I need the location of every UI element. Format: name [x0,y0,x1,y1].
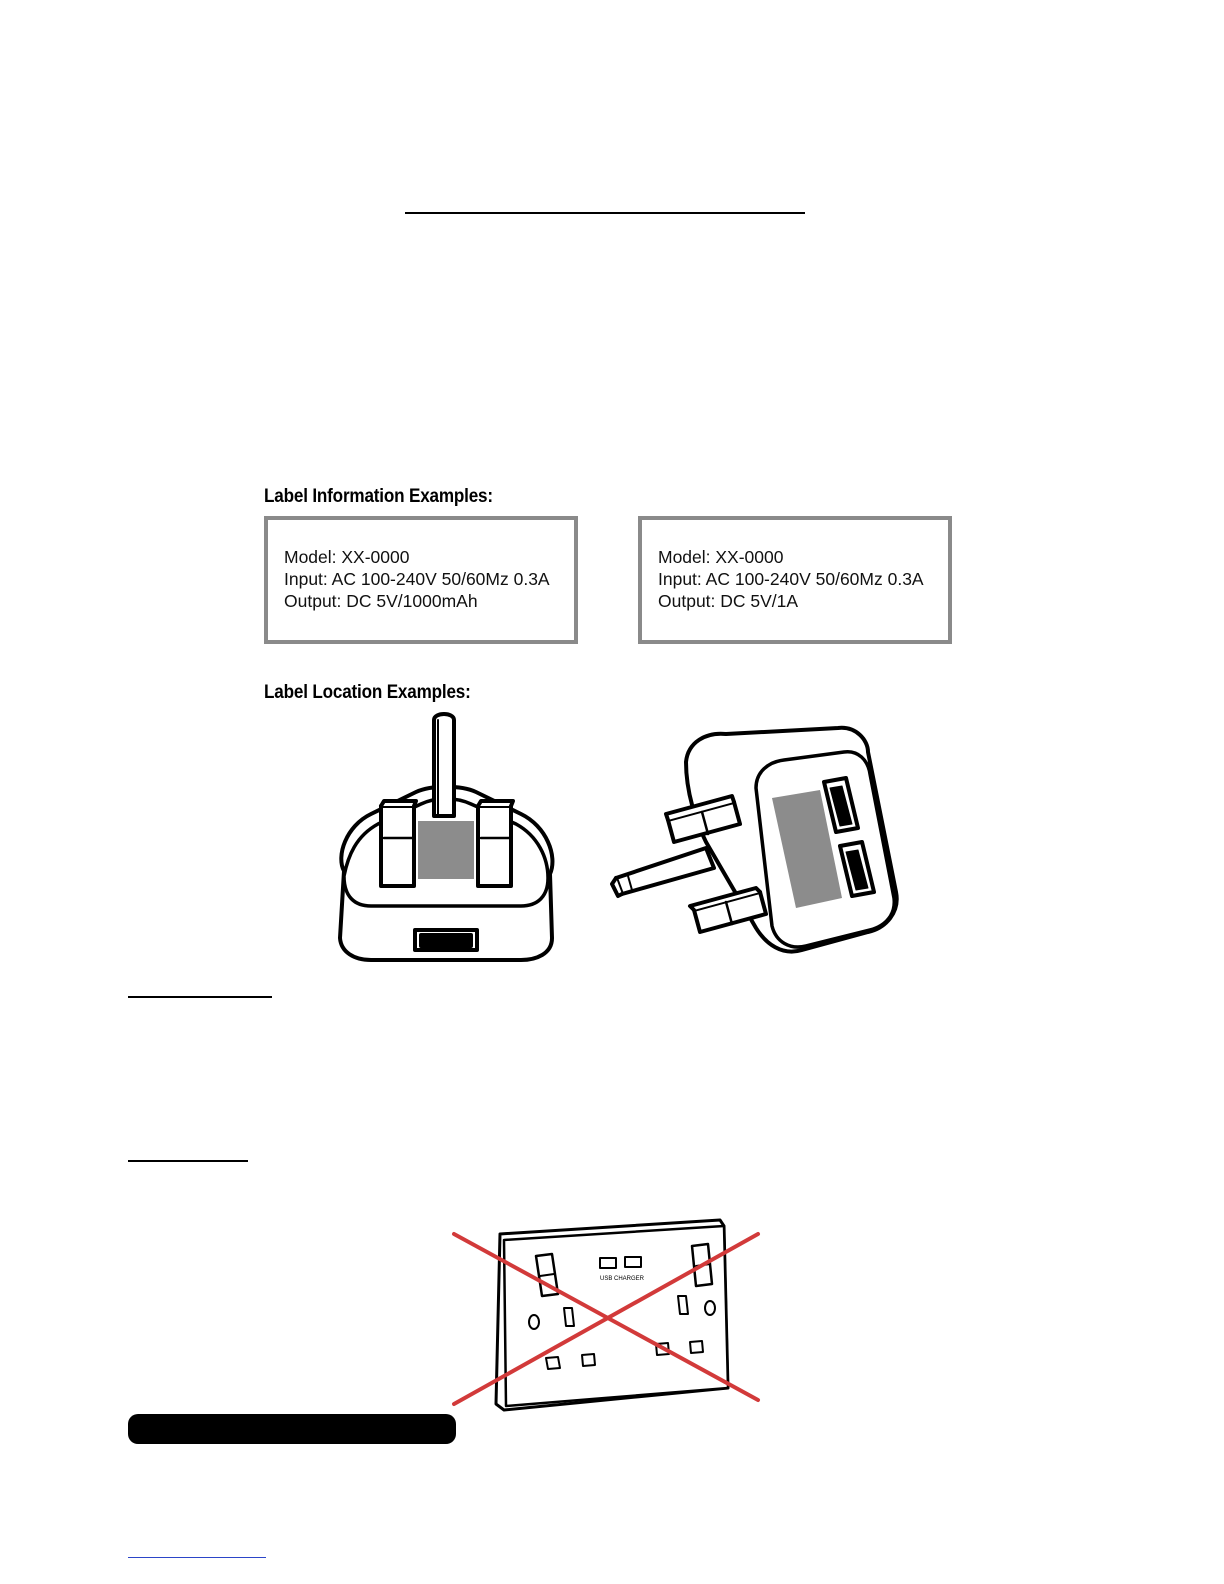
label-information-heading: Label Information Examples: [264,486,493,507]
link-underline[interactable] [128,1557,266,1558]
label-example-text-2 [658,546,924,612]
socket-usb-label: USB CHARGER [599,1276,645,1282]
label-example-box-1 [264,516,578,644]
uk-plug-angled-icon [606,722,906,962]
label-output: Output: DC 5V/1000mAh [284,591,478,611]
section-underline-2 [128,1160,248,1162]
label-example-box-2 [638,516,952,644]
label-location-heading: Label Location Examples: [264,682,471,703]
label-example-text-1 [284,546,550,612]
wall-socket-icon [448,1216,768,1416]
uk-plug-front-icon [326,706,566,968]
label-output: Output: DC 5V/1A [658,591,799,611]
label-model: Model: XX-0000 [284,547,410,567]
label-model: Model: XX-0000 [658,547,784,567]
section-underline-1 [128,996,272,998]
label-input: Input: AC 100-240V 50/60Mz 0.3A [658,569,924,589]
title-underline [405,212,805,214]
label-input: Input: AC 100-240V 50/60Mz 0.3A [284,569,550,589]
black-banner-bar [128,1414,456,1444]
